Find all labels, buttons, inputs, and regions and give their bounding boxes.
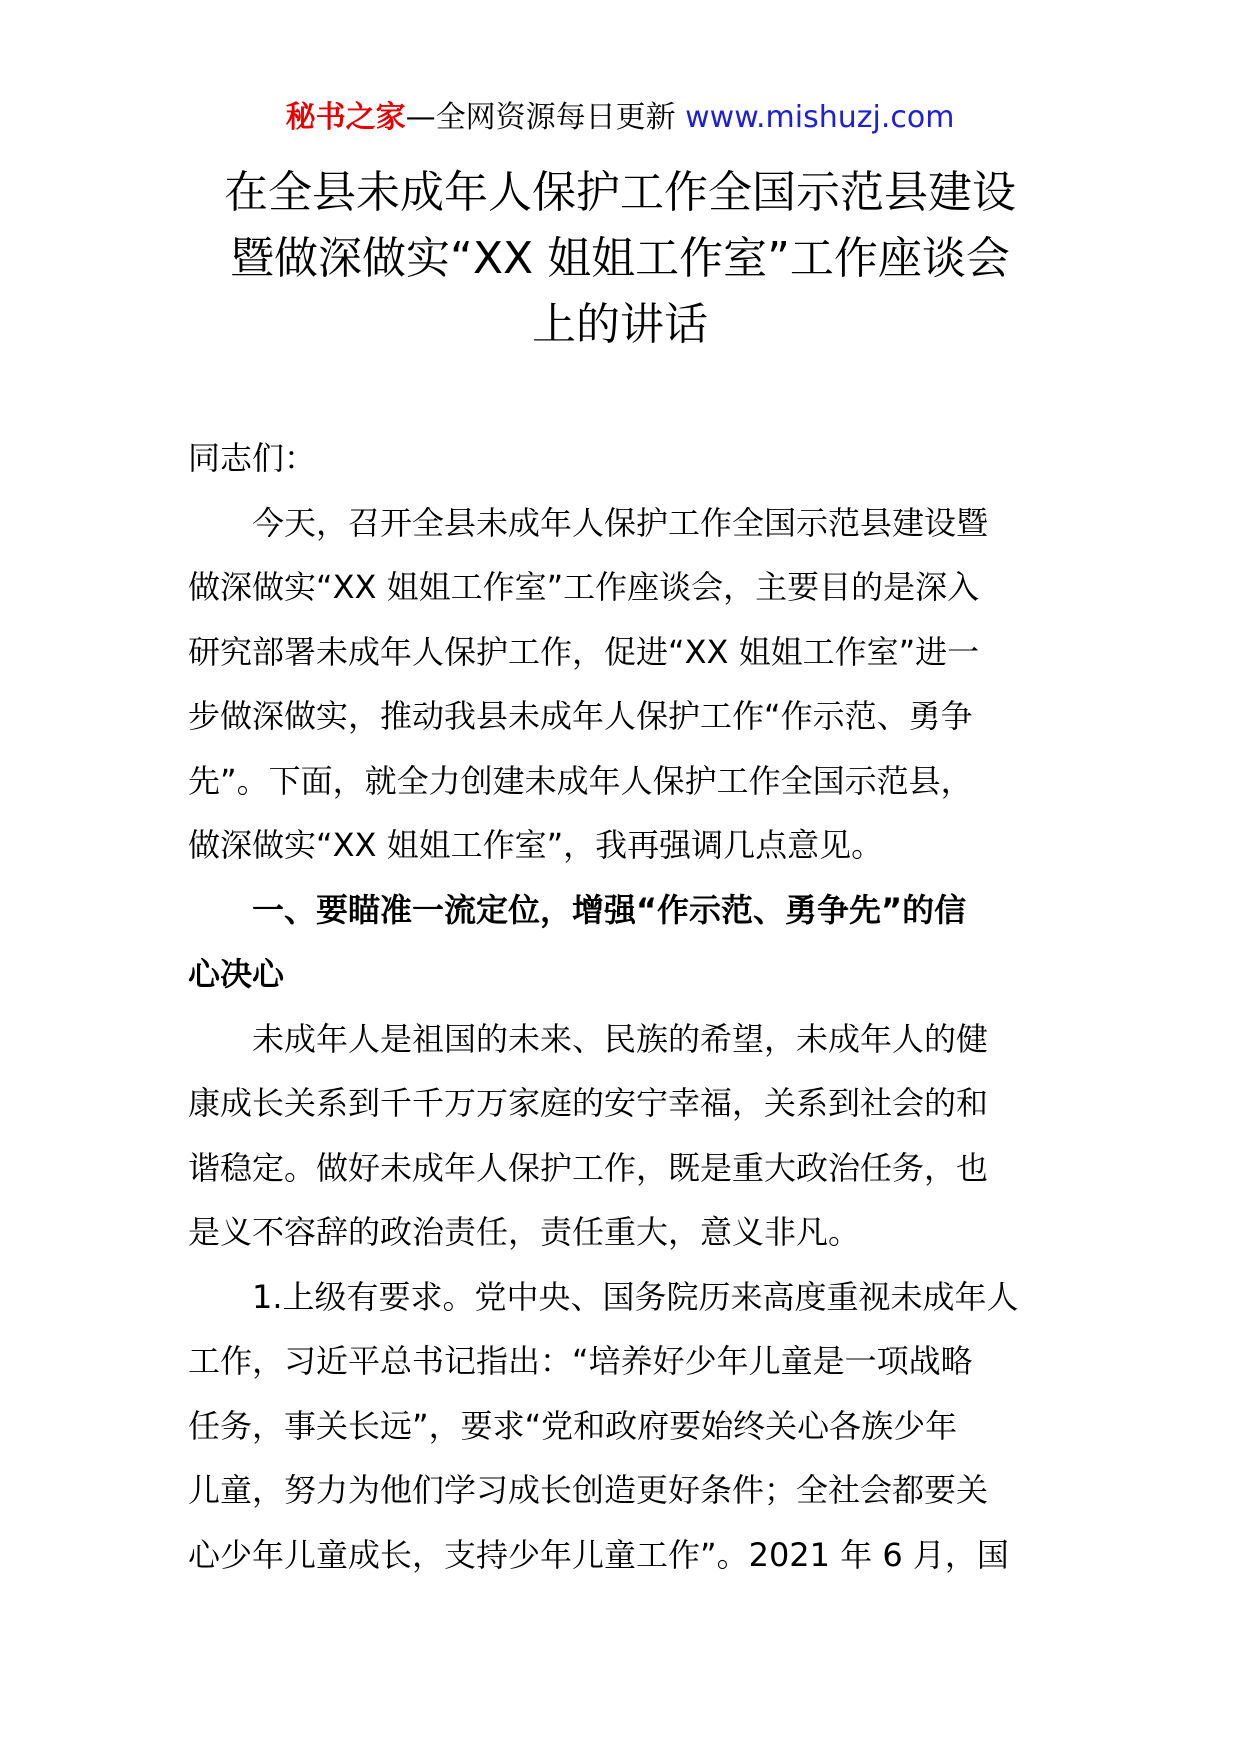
body-line: 任务，事关长远”，要求“党和政府要始终关心各族少年 — [188, 1406, 958, 1445]
body-line: 心少年儿童成长，支持少年儿童工作”。2021 年 6 月，国 — [188, 1535, 1009, 1574]
title-line: 在全县未成年人保护工作全国示范县建设 — [224, 167, 1016, 218]
body-line: 1.上级有要求。党中央、国务院历来高度重视未成年人 — [252, 1277, 1019, 1316]
body-line: 是义不容辞的政治责任，责任重大，意义非凡。 — [188, 1213, 861, 1251]
site-url[interactable]: www.mishuzj.com — [685, 100, 955, 135]
header-dash: — — [405, 100, 436, 135]
body-line: 儿童，努力为他们学习成长创造更好条件；全社会都要关 — [188, 1471, 989, 1509]
body-line: 康成长关系到千千万万家庭的安宁幸福，关系到社会的和 — [188, 1084, 989, 1122]
body-line: 先”。下面，就全力创建未成年人保护工作全国示范县， — [188, 761, 973, 800]
site-header — [0, 98, 1240, 138]
body-line: 今天，召开全县未成年人保护工作全国示范县建设暨 — [252, 503, 989, 542]
title-line: 上的讲话 — [532, 299, 708, 350]
section-heading: 心决心 — [188, 955, 285, 993]
document-title — [150, 160, 1090, 358]
body-line: 步做深做实，推动我县未成年人保护工作“作示范、勇争 — [188, 697, 973, 735]
site-brand: 秘书之家 — [285, 100, 406, 135]
document-body — [188, 426, 1056, 1587]
body-line: 研究部署未成年人保护工作，促进“XX 姐姐工作室”进一 — [188, 632, 980, 671]
body-line: 做深做实“XX 姐姐工作室”，我再强调几点意见。 — [188, 826, 884, 864]
salutation: 同志们： — [188, 439, 317, 477]
body-line: 做深做实“XX 姐姐工作室”工作座谈会，主要目的是深入 — [188, 568, 980, 606]
site-tagline: 全网资源每日更新 — [435, 100, 676, 135]
title-line: 暨做深做实“XX 姐姐工作室”工作座谈会 — [230, 233, 1010, 284]
section-heading: 一、要瞄准一流定位，增强“作示范、勇争先”的信 — [252, 890, 967, 929]
body-line: 谐稳定。做好未成年人保护工作，既是重大政治任务，也 — [188, 1148, 989, 1187]
body-line: 工作，习近平总书记指出：“培养好少年儿童是一项战略 — [188, 1342, 973, 1380]
body-line: 未成年人是祖国的未来、民族的希望，未成年人的健 — [252, 1019, 989, 1058]
